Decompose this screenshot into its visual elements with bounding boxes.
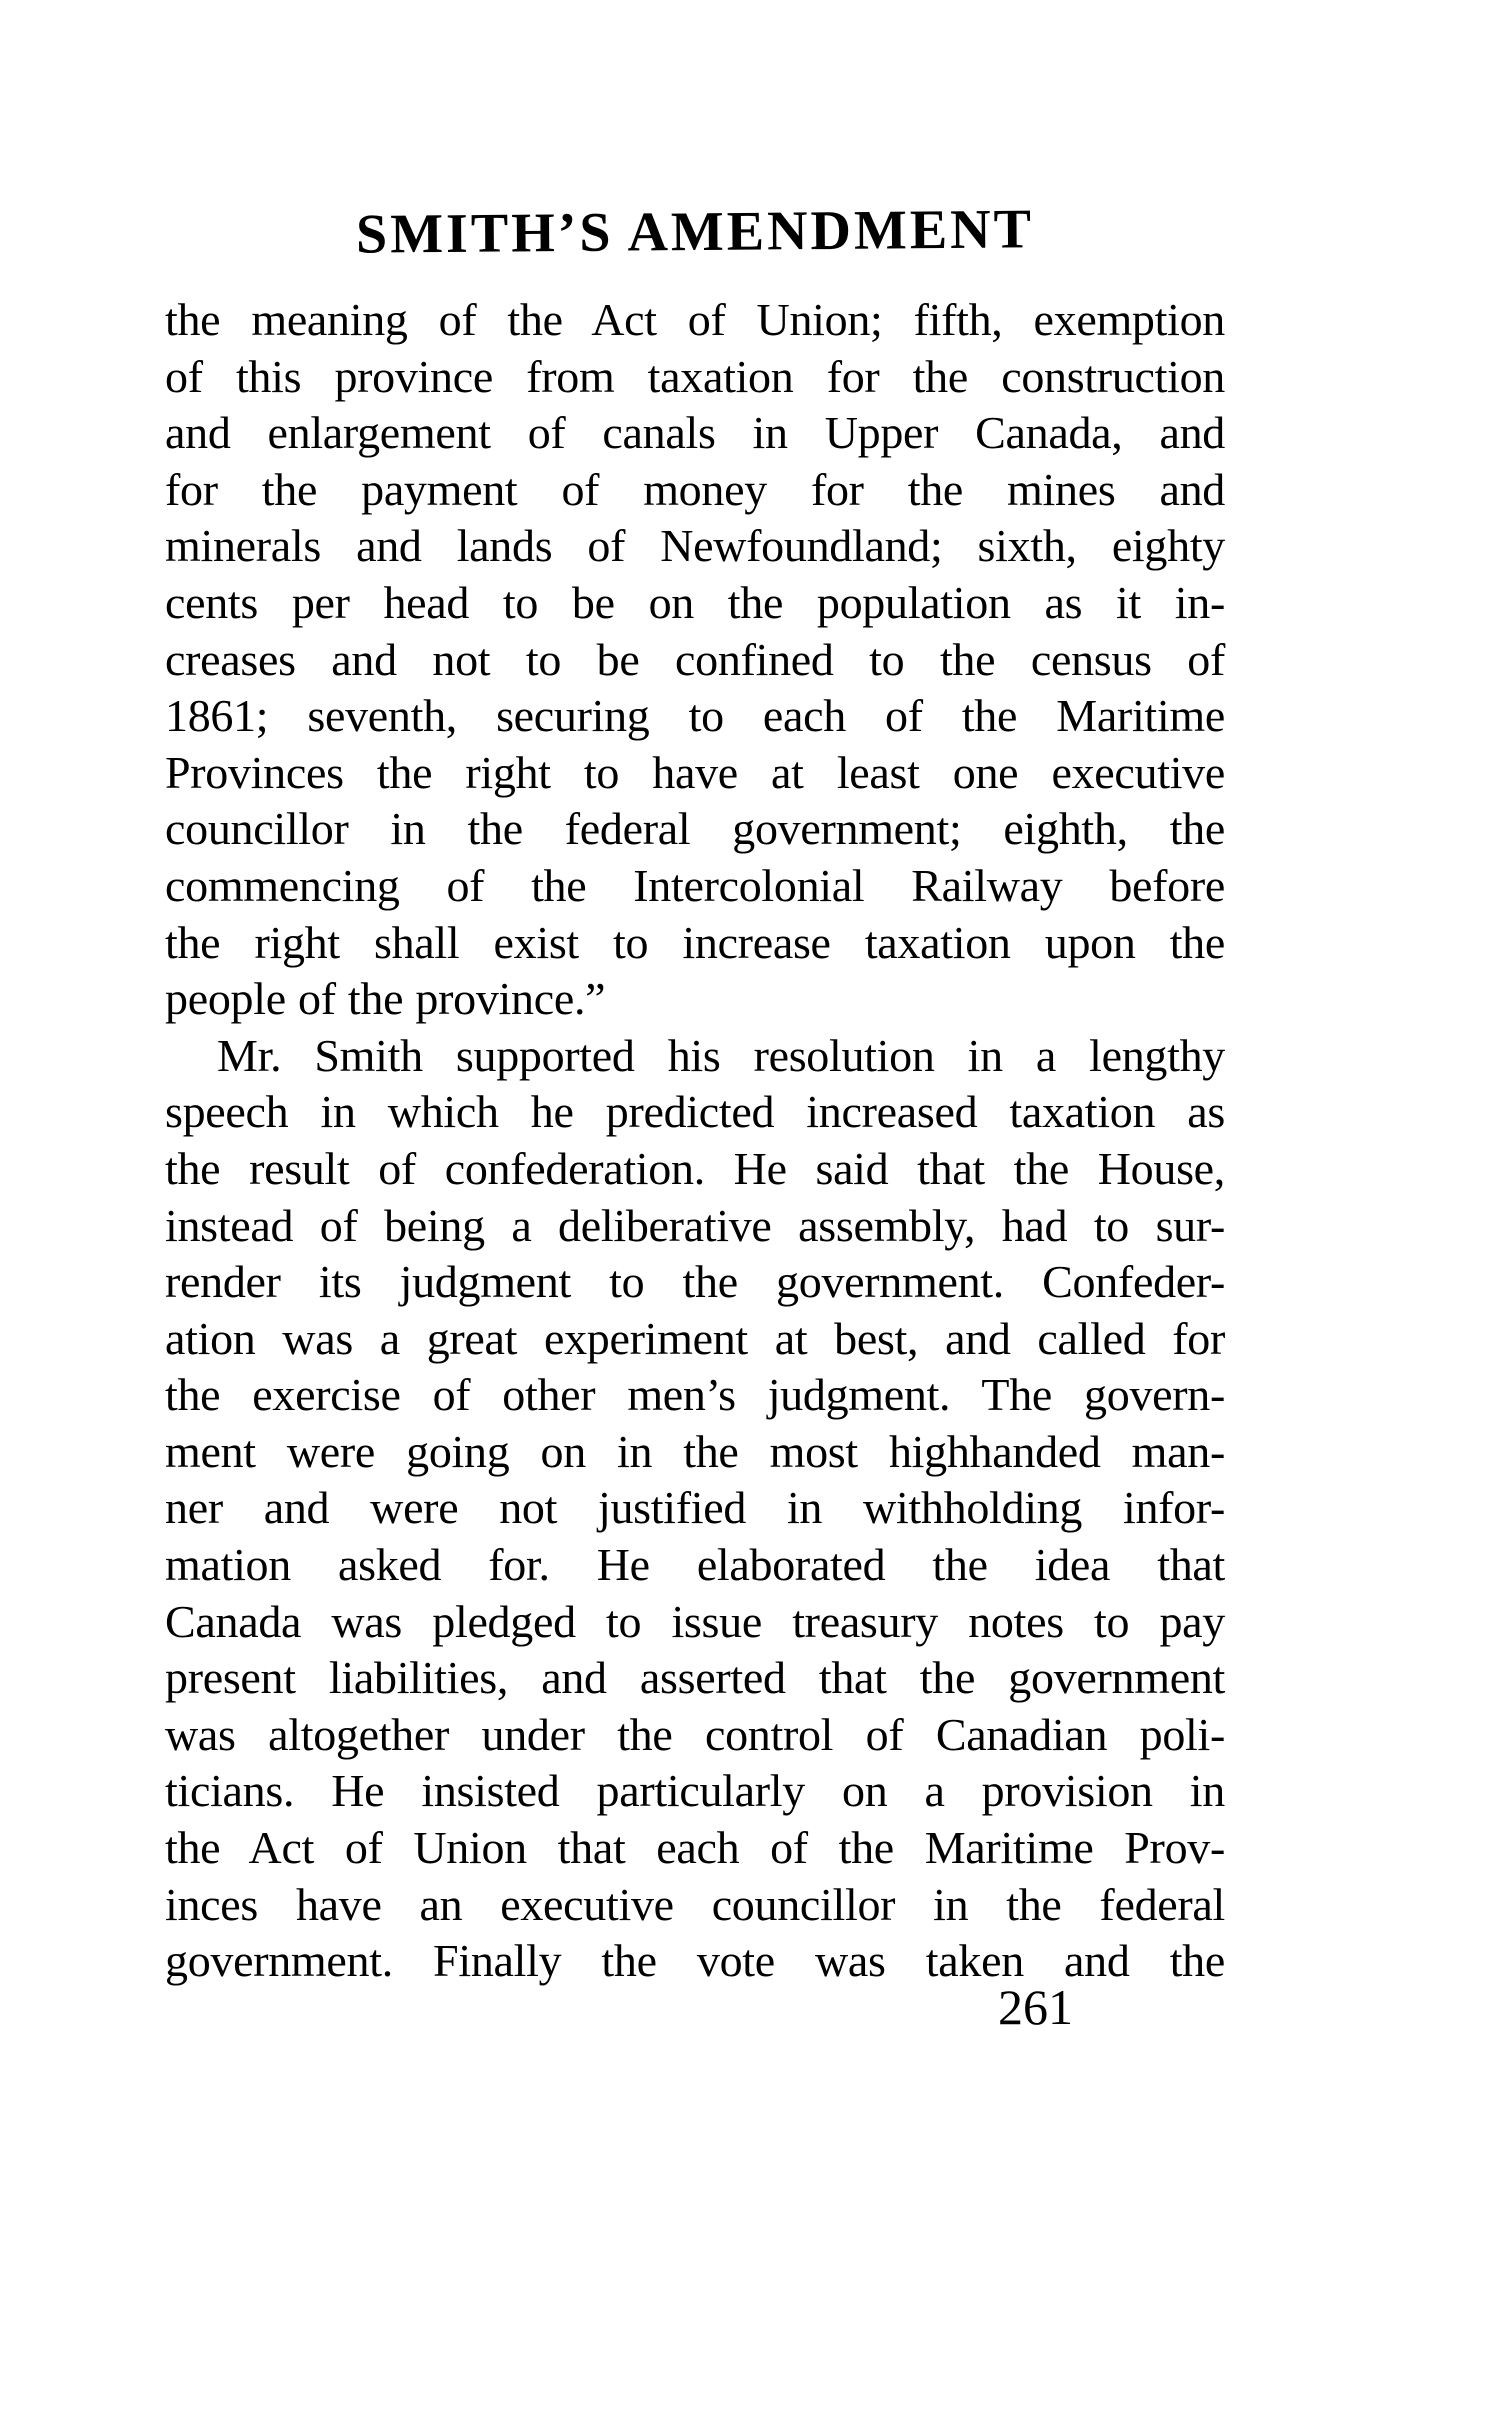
text-line: commencing of the Intercolonial Railway before xyxy=(165,859,1225,911)
page-title: SMITH’S AMENDMENT xyxy=(355,198,1035,266)
text-line: ment were going on in the most highhanded man- xyxy=(165,1425,1225,1477)
text-line: the meaning of the Act of Union; fifth, exemption xyxy=(165,294,1225,345)
text-line: councillor in the federal government; eighth, the xyxy=(165,803,1225,855)
text-line: of this province from taxation for the construction xyxy=(165,350,1225,402)
text-line: ticians. He insisted particularly on a provision in xyxy=(165,1765,1225,1817)
text-line: ation was a great experiment at best, and called for xyxy=(165,1312,1225,1364)
text-line: cents per head to be on the population as it in- xyxy=(165,576,1225,628)
text-line: creases and not to be confined to the census of xyxy=(165,633,1225,685)
text-line: government. Finally the vote was taken and the xyxy=(165,1935,1225,1987)
text-line: present liabilities, and asserted that the government xyxy=(165,1652,1225,1704)
text-line: instead of being a deliberative assembly, had to sur- xyxy=(165,1199,1225,1251)
text-line: ner and were not justified in withholding infor- xyxy=(165,1482,1225,1534)
text-line: inces have an executive councillor in the federal xyxy=(165,1878,1225,1930)
text-line: and enlargement of canals in Upper Canada, and xyxy=(165,407,1225,459)
text-line: speech in which he predicted increased taxation as xyxy=(165,1086,1225,1138)
text-line: the exercise of other men’s judgment. The govern- xyxy=(165,1369,1225,1421)
text-line: the result of confederation. He said that the House, xyxy=(165,1142,1225,1194)
text-line: the right shall exist to increase taxation upon the xyxy=(165,916,1225,968)
text-line: minerals and lands of Newfoundland; sixth, eighty xyxy=(165,520,1225,572)
text-line: people of the province.” xyxy=(165,973,606,1025)
paragraph xyxy=(165,1028,1225,1990)
body-text xyxy=(165,292,1225,1990)
text-line: Provinces the right to have at least one executive xyxy=(165,746,1225,798)
text-line: Canada was pledged to issue treasury notes to pay xyxy=(165,1595,1225,1647)
text-line: mation asked for. He elaborated the idea that xyxy=(165,1539,1225,1591)
text-line: was altogether under the control of Canadian poli- xyxy=(165,1708,1225,1760)
text-line: for the payment of money for the mines and xyxy=(165,463,1225,515)
paragraph xyxy=(165,292,1225,1028)
text-line: render its judgment to the government. Confeder- xyxy=(165,1256,1225,1308)
text-line: the Act of Union that each of the Maritime Prov- xyxy=(165,1822,1225,1874)
page-number: 261 xyxy=(998,1979,1073,2035)
text-line: 1861; seventh, securing to each of the Maritime xyxy=(165,690,1225,742)
text-line: Mr. Smith supported his resolution in a lengthy xyxy=(217,1029,1225,1081)
